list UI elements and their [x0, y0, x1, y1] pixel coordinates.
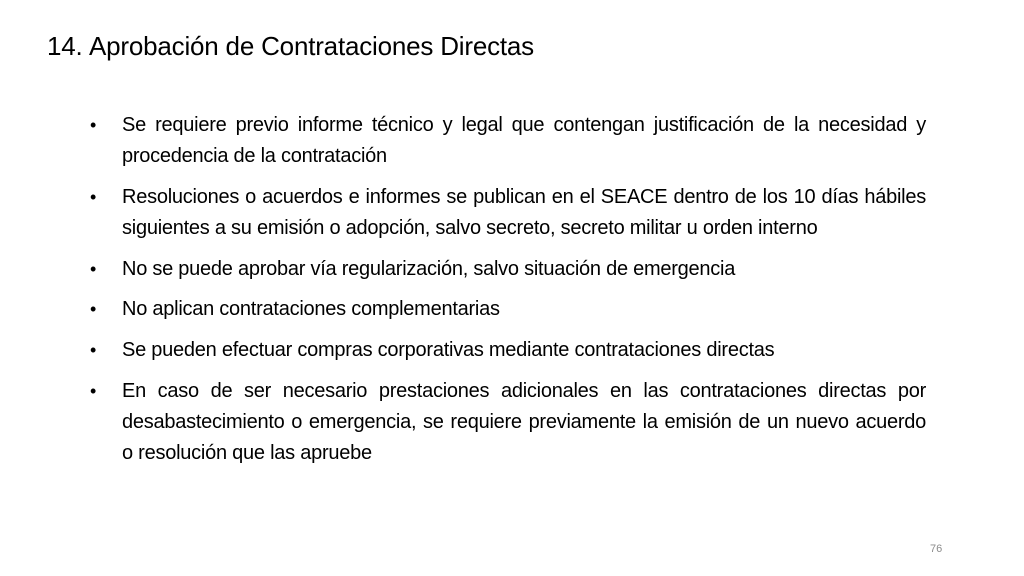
bullet-item: [90, 335, 926, 366]
bullet-icon: •: [90, 187, 97, 207]
bullet-icon: •: [90, 381, 97, 401]
bullet-text: Se requiere previo informe técnico y legal que contengan justificación de la necesidad y procedencia de la contratación: [122, 114, 926, 167]
bullet-icon: •: [90, 340, 97, 360]
bullet-item: [90, 294, 926, 325]
bullet-icon: •: [90, 115, 97, 135]
bullet-list: [90, 110, 926, 479]
bullet-text: En caso de ser necesario prestaciones adicionales en las contrataciones directas por desabastecimiento o emergencia, se requiere previamente la emisión de un nuevo acuerdo o resolución que las apruebe: [122, 380, 926, 464]
bullet-item: [90, 376, 926, 469]
bullet-text: Se pueden efectuar compras corporativas mediante contrataciones directas: [122, 339, 775, 361]
bullet-item: [90, 254, 926, 285]
title-number: 14.: [47, 31, 83, 61]
bullet-text: Resoluciones o acuerdos e informes se publican en el SEACE dentro de los 10 días hábiles siguientes a su emisión o adopción, salvo secreto, secreto militar u orden interno: [122, 186, 926, 239]
bullet-text: No se puede aprobar vía regularización, salvo situación de emergencia: [122, 258, 736, 280]
bullet-item: [90, 182, 926, 244]
page-number: 76: [930, 543, 943, 555]
slide-title: [47, 28, 534, 64]
title-text: Aprobación de Contrataciones Directas: [89, 31, 534, 61]
bullet-icon: •: [90, 299, 97, 319]
bullet-icon: •: [90, 259, 97, 279]
bullet-item: [90, 110, 926, 172]
bullet-text: No aplican contrataciones complementarias: [122, 298, 500, 320]
